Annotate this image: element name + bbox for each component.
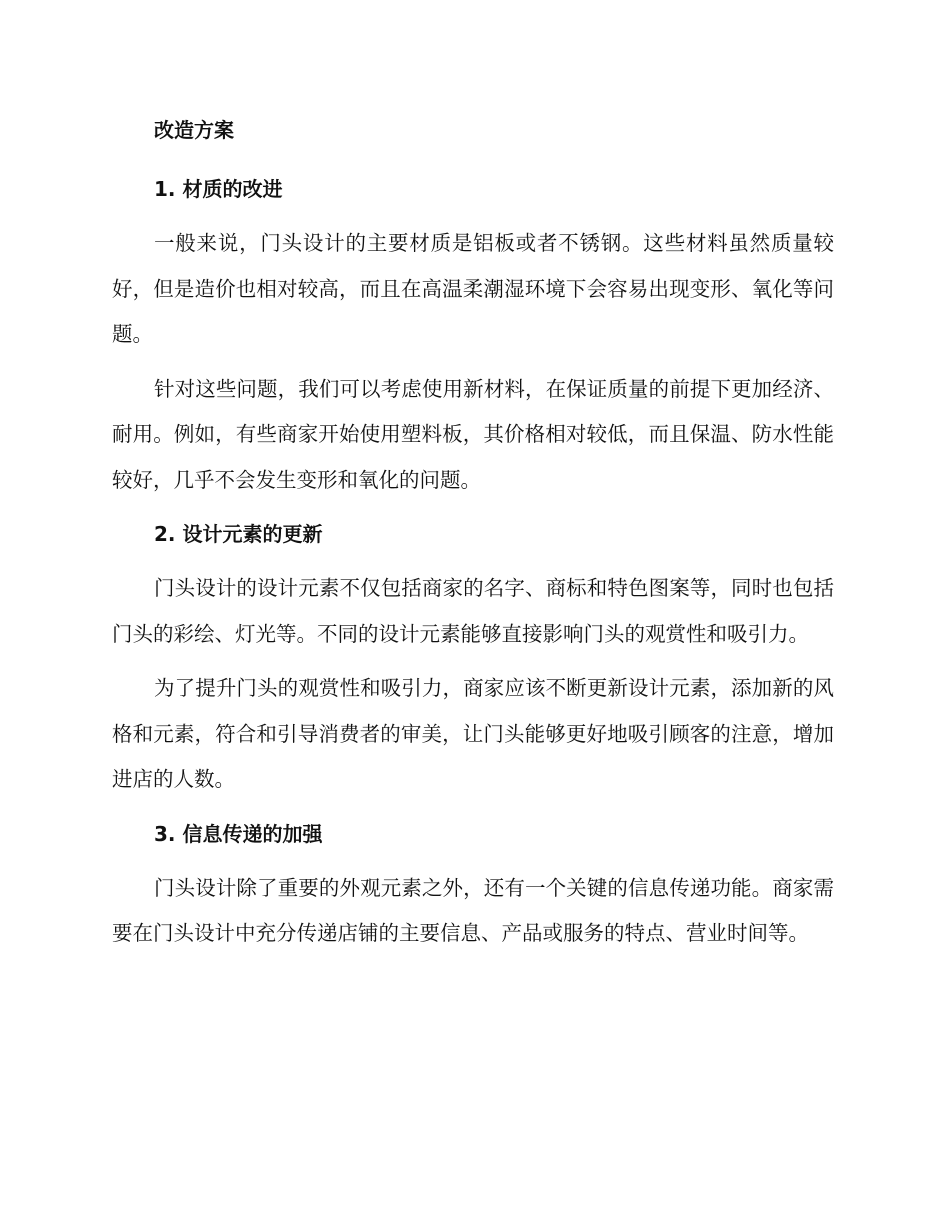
paragraph-1-2: 针对这些问题，我们可以考虑使用新材料，在保证质量的前提下更加经济、耐用。例如，有些商家开始使用塑料板，其价格相对较低，而且保温、防水性能较好，几乎不会发生变形和氧化的问题。 [112, 376, 834, 492]
section-heading-1: 1. 材质的改进 [154, 177, 283, 201]
document-body [112, 108, 834, 966]
paragraph-2-2: 为了提升门头的观赏性和吸引力，商家应该不断更新设计元素，添加新的风格和元素，符合和引导消费者的审美，让门头能够更好地吸引顾客的注意，增加进店的人数。 [112, 676, 834, 791]
section-heading-2: 2. 设计元素的更新 [154, 522, 323, 546]
paragraph-1-1: 一般来说，门头设计的主要材质是铝板或者不锈钢。这些材料虽然质量较好，但是造价也相对较高，而且在高温柔潮湿环境下会容易出现变形、氧化等问题。 [112, 231, 834, 346]
section-title: 改造方案 [154, 118, 234, 142]
paragraph-2-1: 门头设计的设计元素不仅包括商家的名字、商标和特色图案等，同时也包括门头的彩绘、灯光等。不同的设计元素能够直接影响门头的观赏性和吸引力。 [112, 576, 834, 646]
section-heading-3: 3. 信息传递的加强 [154, 821, 323, 846]
paragraph-3-1: 门头设计除了重要的外观元素之外，还有一个关键的信息传递功能。商家需要在门头设计中充分传递店铺的主要信息、产品或服务的特点、营业时间等。 [112, 875, 834, 945]
